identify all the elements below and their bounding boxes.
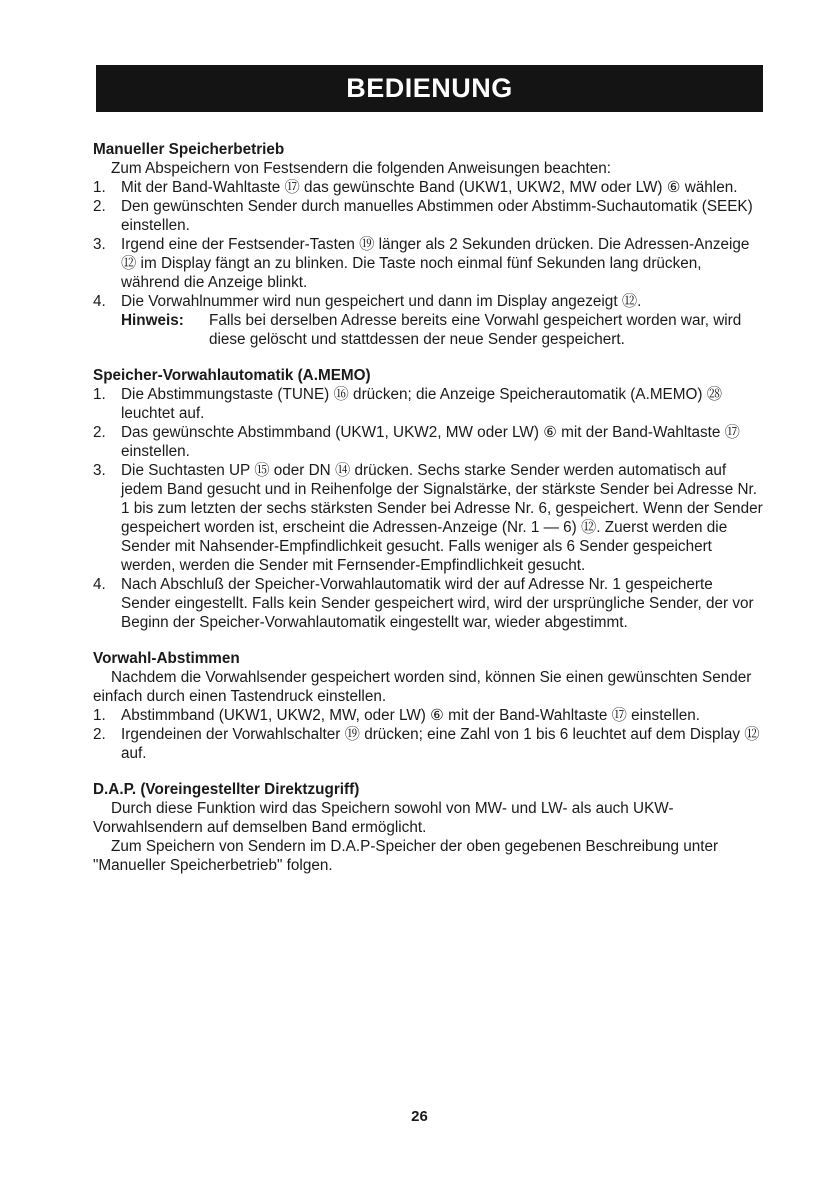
- instruction-list: [93, 178, 763, 311]
- section-paragraph: Zum Speichern von Sendern im D.A.P-Speicher der oben gegebenen Beschreibung unter "Manueller Speicherbetrieb" folgen.: [93, 838, 719, 874]
- instruction-list: [93, 706, 763, 763]
- section-title: Speicher-Vorwahlautomatik (A.MEMO): [93, 367, 371, 384]
- header-bar: [96, 65, 763, 112]
- item-number: 1.: [93, 386, 106, 403]
- section-auto-memory: [93, 366, 763, 632]
- item-text: Die Suchtasten UP ⑮ oder DN ⑭ drücken. Sechs starke Sender werden automatisch auf jedem Band gesucht und in Reihenfolge der Signalstärke, der stärkste Sender bei Adresse Nr. 1 bis zum letzten der sechs stärksten Sender bei Adresse Nr. 6, gespeichert. Wenn der Sender gespeichert worden ist, erscheint die Adressen-Anzeige (Nr. 1 — 6) ⑫. Zuerst werden die Sender mit Nahsender-Empfindlichkeit gesucht. Falls weniger als 6 Sender gespeichert werden, werden die Sender mit Fernsender-Empfindlichkeit gesucht.: [121, 462, 763, 574]
- hint-text: Falls bei derselben Adresse bereits eine Vorwahl gespeichert worden war, wird diese gelöscht und stattdessen der neue Sender gespeichert.: [209, 312, 742, 348]
- hint-label: Hinweis:: [121, 312, 184, 329]
- list-item: [93, 385, 763, 423]
- item-text: Das gewünschte Abstimmband (UKW1, UKW2, MW oder LW) ⑥ mit der Band-Wahltaste ⑰ einstellen.: [121, 424, 740, 460]
- item-number: 2.: [93, 198, 106, 215]
- section-manual-memory: [93, 140, 763, 349]
- section-preset-tuning: [93, 649, 763, 763]
- item-text: Nach Abschluß der Speicher-Vorwahlautomatik wird der auf Adresse Nr. 1 gespeicherte Sender eingestellt. Falls kein Sender gespeichert wird, wird der ursprüngliche Sender, der vor Beginn der Speicher-Vorwahlautomatik eingestellt war, wieder abgestimmt.: [121, 576, 754, 631]
- list-item: [93, 292, 763, 311]
- section-intro: Nachdem die Vorwahlsender gespeichert worden sind, können Sie einen gewünschten Sender einfach durch einen Tastendruck einstellen.: [93, 669, 752, 705]
- hint-note: [93, 311, 763, 349]
- instruction-list: [93, 385, 763, 632]
- list-item: [93, 178, 763, 197]
- item-number: 3.: [93, 462, 106, 479]
- item-text: Den gewünschten Sender durch manuelles Abstimmen oder Abstimm-Suchautomatik (SEEK) einstellen.: [121, 198, 753, 234]
- item-text: Irgendeinen der Vorwahlschalter ⑲ drücken; eine Zahl von 1 bis 6 leuchtet auf dem Display ⑫ auf.: [121, 726, 760, 762]
- section-paragraph: Durch diese Funktion wird das Speichern sowohl von MW- und LW- als auch UKW-Vorwahlsendern auf demselben Band ermöglicht.: [93, 800, 674, 836]
- item-number: 4.: [93, 293, 106, 310]
- page-number: 26: [411, 1108, 428, 1125]
- item-text: Irgend eine der Festsender-Tasten ⑲ länger als 2 Sekunden drücken. Die Adressen-Anzeige ⑫ im Display fängt an zu blinken. Die Taste noch einmal fünf Sekunden lang drücken, während die Anzeige blinkt.: [121, 236, 750, 291]
- section-title: D.A.P. (Voreingestellter Direktzugriff): [93, 781, 360, 798]
- list-item: [93, 706, 763, 725]
- item-number: 4.: [93, 576, 106, 593]
- section-intro: Zum Abspeichern von Festsendern die folgenden Anweisungen beachten:: [111, 160, 612, 177]
- list-item: [93, 725, 763, 763]
- list-item: [93, 575, 763, 632]
- section-title: Manueller Speicherbetrieb: [93, 141, 285, 158]
- list-item: [93, 461, 763, 575]
- item-number: 2.: [93, 726, 106, 743]
- list-item: [93, 235, 763, 292]
- item-text: Die Vorwahlnummer wird nun gespeichert und dann im Display angezeigt ⑫.: [121, 293, 642, 310]
- item-number: 2.: [93, 424, 106, 441]
- list-item: [93, 423, 763, 461]
- item-text: Abstimmband (UKW1, UKW2, MW, oder LW) ⑥ mit der Band-Wahltaste ⑰ einstellen.: [121, 707, 701, 724]
- item-text: Die Abstimmungstaste (TUNE) ⑯ drücken; die Anzeige Speicherautomatik (A.MEMO) ㉘ leuchtet auf.: [121, 386, 723, 422]
- page-title: BEDIENUNG: [346, 73, 513, 103]
- section-dap: [93, 780, 763, 875]
- item-number: 3.: [93, 236, 106, 253]
- content: [93, 140, 763, 892]
- item-text: Mit der Band-Wahltaste ⑰ das gewünschte Band (UKW1, UKW2, MW oder LW) ⑥ wählen.: [121, 179, 738, 196]
- list-item: [93, 197, 763, 235]
- item-number: 1.: [93, 179, 106, 196]
- section-title: Vorwahl-Abstimmen: [93, 650, 240, 667]
- item-number: 1.: [93, 707, 106, 724]
